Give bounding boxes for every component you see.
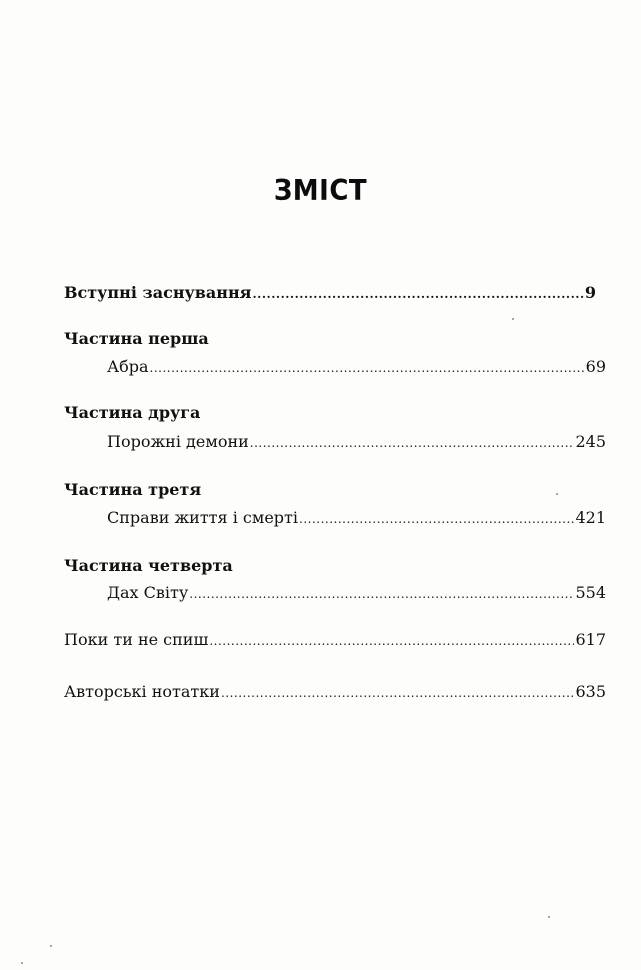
dot-leader (250, 433, 575, 453)
scan-speck (512, 318, 514, 320)
toc-page-number: 617 (575, 630, 606, 649)
toc-entry-intro (64, 283, 596, 304)
toc-entry-label: Вступні заснування (64, 283, 252, 302)
toc-entry-label: Справи життя і смерті (107, 508, 298, 527)
dot-leader (221, 683, 575, 703)
dot-leader (299, 509, 574, 529)
toc-page-number: 245 (575, 432, 606, 451)
scan-speck (548, 916, 550, 918)
toc-entry-part-3 (107, 508, 606, 529)
dot-leader (189, 584, 574, 604)
toc-entry-label: Порожні демони (107, 432, 249, 451)
page-title: ЗМІСТ (273, 174, 368, 208)
dot-leader (150, 358, 585, 378)
toc-page-number: 9 (584, 283, 596, 302)
toc-page-number: 635 (575, 682, 606, 701)
toc-page-number: 421 (575, 508, 606, 527)
toc-entry-part-2 (107, 432, 606, 453)
dot-leader (253, 284, 584, 304)
toc-entry-part-4 (107, 583, 606, 604)
part-heading-2: Частина друга (64, 403, 201, 422)
toc-entry-author-notes (64, 682, 606, 703)
scan-speck (21, 962, 23, 964)
toc-entry-label: Поки ти не спиш (64, 630, 209, 649)
toc-entry-label: Авторські нотатки (64, 682, 220, 701)
scan-speck (50, 945, 52, 947)
toc-entry-part-1 (107, 357, 606, 378)
scan-speck (556, 493, 558, 495)
part-heading-1: Частина перша (64, 329, 209, 348)
toc-page-number: 554 (575, 583, 606, 602)
toc-entry-label: Дах Світу (107, 583, 189, 602)
part-heading-3: Частина третя (64, 480, 202, 499)
toc-entry-label: Абра (107, 357, 149, 376)
part-heading-4: Частина четверта (64, 556, 233, 575)
toc-page-number: 69 (585, 357, 606, 376)
toc-entry-afterword (64, 630, 606, 651)
dot-leader (209, 631, 574, 651)
